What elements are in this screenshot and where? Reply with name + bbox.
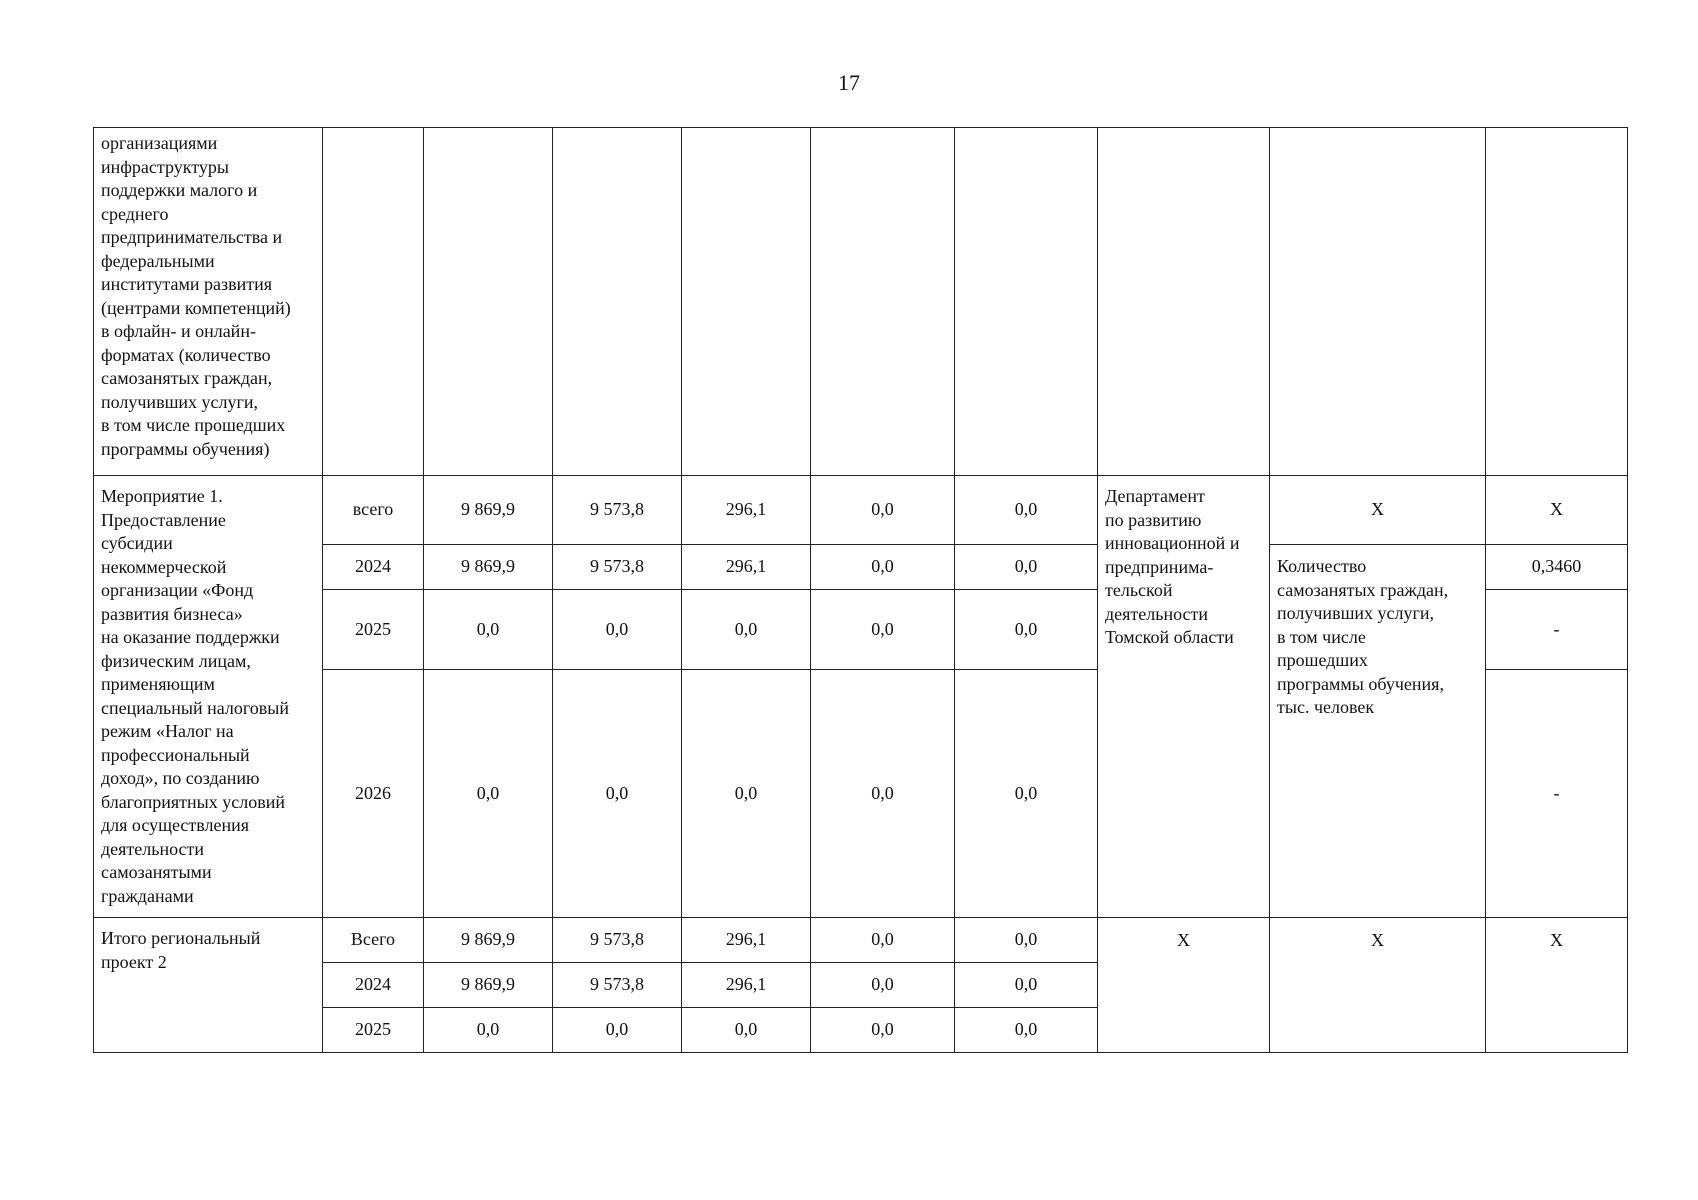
value-cell: 9 573,8 (553, 476, 682, 545)
value-cell: 0,0 (811, 670, 955, 918)
activity-title-cell (94, 476, 323, 918)
value-cell: 0,0 (553, 590, 682, 670)
empty-cell (811, 128, 955, 476)
value-cell: 9 869,9 (424, 963, 553, 1008)
empty-cell (323, 128, 424, 476)
mark-cell: X (1270, 476, 1486, 545)
value-cell: 9 869,9 (424, 918, 553, 963)
table-row (94, 918, 1628, 963)
value-cell: 0,0 (955, 918, 1098, 963)
continuation-row (94, 128, 1628, 476)
value-cell: 0,0 (955, 963, 1098, 1008)
executor-cell (1098, 476, 1270, 918)
budget-table (93, 127, 1628, 1053)
mark-cell: X (1486, 918, 1628, 1053)
value-cell: 0,0 (553, 670, 682, 918)
mark-cell: X (1098, 918, 1270, 1053)
indicator-cell (1270, 545, 1486, 918)
value-cell: 296,1 (682, 963, 811, 1008)
value-cell: 0,0 (955, 1008, 1098, 1053)
table-row (94, 476, 1628, 545)
empty-cell (955, 128, 1098, 476)
year-cell: 2025 (323, 590, 424, 670)
year-cell: 2024 (323, 545, 424, 590)
value-cell: 0,0 (955, 545, 1098, 590)
empty-cell (682, 128, 811, 476)
value-cell: 0,0 (811, 963, 955, 1008)
page-number: 17 (838, 70, 860, 95)
value-cell: 0,0 (682, 670, 811, 918)
value-cell: 0,0 (682, 590, 811, 670)
empty-cell (1486, 128, 1628, 476)
target-cell: 0,3460 (1486, 545, 1628, 590)
year-cell: 2026 (323, 670, 424, 918)
value-cell: 9 573,8 (553, 545, 682, 590)
value-cell: 0,0 (424, 670, 553, 918)
empty-cell (1098, 128, 1270, 476)
mark-cell: X (1270, 918, 1486, 1053)
year-cell: всего (323, 476, 424, 545)
year-cell: 2025 (323, 1008, 424, 1053)
value-cell: 0,0 (811, 1008, 955, 1053)
value-cell: 296,1 (682, 545, 811, 590)
indicator-text: Количество самозанятых граждан, получивших услуги, в том числе прошедших программы обучения, тыс. человек (1277, 556, 1449, 717)
year-cell: Всего (323, 918, 424, 963)
target-cell: - (1486, 590, 1628, 670)
value-cell: 0,0 (553, 1008, 682, 1053)
activity-title: Мероприятие 1. Предоставление субсидии некоммерческой организации «Фонд развития бизнеса» на оказание поддержки физическим лицам, применяющим специальный налоговый режим «Налог на профессиональный доход», по созданию благоприятных условий для осуществления деятельности самозанятыми гражданами (101, 486, 289, 906)
empty-cell (553, 128, 682, 476)
mark-cell: X (1486, 476, 1628, 545)
value-cell: 0,0 (811, 476, 955, 545)
continuation-text-cell (94, 128, 323, 476)
empty-cell (1270, 128, 1486, 476)
value-cell: 0,0 (955, 590, 1098, 670)
total-title-cell (94, 918, 323, 1053)
value-cell: 0,0 (424, 590, 553, 670)
value-cell: 9 573,8 (553, 918, 682, 963)
value-cell: 0,0 (811, 545, 955, 590)
continuation-text: организациями инфраструктуры поддержки малого и среднего предпринимательства и федеральными институтами развития (центрами компетенций) в офлайн- и онлайн- форматах (количество самозанятых граждан, получивших услуги, в том числе прошедших программы обучения) (101, 133, 291, 459)
value-cell: 9 573,8 (553, 963, 682, 1008)
value-cell: 0,0 (424, 1008, 553, 1053)
empty-cell (424, 128, 553, 476)
total-title: Итого региональный проект 2 (101, 928, 261, 972)
year-cell: 2024 (323, 963, 424, 1008)
executor-text: Департамент по развитию инновационной и предпринима- тельской деятельности Томской области (1105, 486, 1240, 647)
value-cell: 0,0 (811, 590, 955, 670)
value-cell: 0,0 (955, 670, 1098, 918)
value-cell: 9 869,9 (424, 476, 553, 545)
value-cell: 0,0 (811, 918, 955, 963)
value-cell: 0,0 (955, 476, 1098, 545)
table-row (94, 545, 1628, 590)
value-cell: 296,1 (682, 918, 811, 963)
value-cell: 296,1 (682, 476, 811, 545)
target-cell: - (1486, 670, 1628, 918)
value-cell: 0,0 (682, 1008, 811, 1053)
value-cell: 9 869,9 (424, 545, 553, 590)
